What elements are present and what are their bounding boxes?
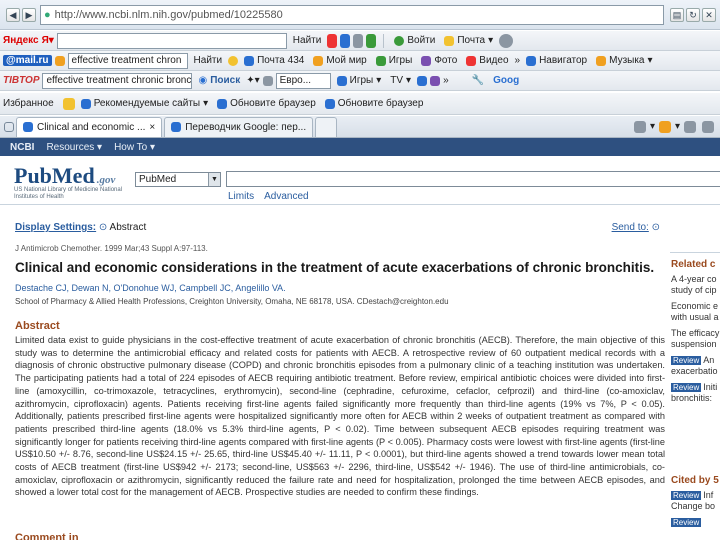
url-text: http://www.ncbi.nlm.nih.gov/pubmed/10225580 xyxy=(54,8,283,21)
advanced-link[interactable]: Advanced xyxy=(264,191,309,202)
mailru-video-button[interactable] xyxy=(463,55,511,66)
search-subnav xyxy=(228,191,309,202)
mailru-logo[interactable]: @mail.ru xyxy=(3,55,52,66)
dropdown-chevron-icon[interactable]: ▾ xyxy=(649,121,655,132)
tab-label: Clinical and economic ... xyxy=(37,121,146,133)
divider xyxy=(383,34,384,48)
mailru-navigator-button[interactable] xyxy=(523,55,590,66)
yandex-logo[interactable]: Яндекс xyxy=(3,35,39,46)
mail-label: Почта xyxy=(457,35,486,46)
author-list[interactable]: Destache CJ, Dewan N, O'Donohue WJ, Campbell JC, Angelillo VA. xyxy=(15,283,286,293)
yandex-menu-icon[interactable]: Я▾ xyxy=(41,35,54,46)
limits-link[interactable]: Limits xyxy=(228,191,255,202)
weather-label: Евро... xyxy=(279,75,312,86)
recommended-label: Рекомендуемые сайты xyxy=(93,98,201,109)
update-label-2: Обновите браузер xyxy=(337,98,424,109)
pubmed-logo[interactable] xyxy=(14,163,115,189)
cited-item[interactable] xyxy=(670,490,720,512)
back-icon[interactable]: ◀ xyxy=(6,8,20,22)
comment-icon[interactable] xyxy=(340,34,350,48)
related-item-text: An exacerbatio xyxy=(671,355,718,376)
notes-icon[interactable] xyxy=(430,76,440,86)
tibtop-toolbar xyxy=(0,71,720,91)
navigator-icon xyxy=(526,56,536,66)
world-label: Мой мир xyxy=(326,55,367,66)
star-icon[interactable]: ✦▾ xyxy=(246,75,260,86)
send-to[interactable] xyxy=(612,222,660,233)
rss-icon[interactable] xyxy=(659,121,671,133)
mailru-photo-button[interactable] xyxy=(418,55,460,66)
smiley-icon[interactable] xyxy=(228,56,238,66)
mailru-search-value: effective treatment chron xyxy=(71,55,182,66)
music-icon xyxy=(596,56,606,66)
tibtop-google-link[interactable]: Goog xyxy=(493,75,520,86)
mailru-mail-button[interactable] xyxy=(241,55,307,66)
address-input[interactable] xyxy=(40,5,664,25)
related-item[interactable] xyxy=(670,355,720,377)
stop-icon[interactable]: ✕ xyxy=(702,8,716,22)
cited-item-text: Inf Change bo xyxy=(671,490,716,511)
photo-label: Фото xyxy=(434,55,458,66)
tibtop-search-input[interactable] xyxy=(42,73,192,89)
more-chevron-icon[interactable]: » xyxy=(443,75,449,86)
recommended-icon xyxy=(81,99,91,109)
gear-icon[interactable] xyxy=(499,34,513,48)
review-badge: Review xyxy=(673,518,700,527)
howto-menu[interactable]: How To ▾ xyxy=(114,141,156,153)
tibtop-search-value: effective treatment chronic bronc xyxy=(46,75,192,86)
yandex-toolbar xyxy=(0,31,720,51)
mailru-music-button[interactable]: Музыка ▾ xyxy=(593,55,655,66)
tab-google-translate[interactable] xyxy=(164,117,313,137)
mailru-world-button[interactable] xyxy=(310,55,369,66)
chevron-down-icon: ⊙ xyxy=(98,222,108,233)
tibtop-search-button[interactable] xyxy=(195,75,243,86)
login-icon xyxy=(394,36,404,46)
chat-icon[interactable] xyxy=(417,76,427,86)
update-browser-link-1[interactable] xyxy=(214,98,319,109)
forward-icon[interactable]: ▶ xyxy=(22,8,36,22)
yandex-mail-button[interactable]: Почта ▾ xyxy=(441,35,496,46)
mailru-toolbar xyxy=(0,51,720,71)
tibtop-games-button[interactable]: Игры ▾ xyxy=(334,75,385,86)
more-chevron-icon[interactable]: » xyxy=(514,55,521,66)
related-item[interactable]: Economic e with usual a xyxy=(671,301,719,322)
tibtop-logo[interactable]: TIBTOP xyxy=(3,75,40,86)
logo-suffix: .gov xyxy=(96,174,116,186)
ie-icon xyxy=(217,99,227,109)
chevron-down-icon: ▼ xyxy=(208,173,220,186)
related-heading: Related c xyxy=(671,259,716,270)
yandex-search-input[interactable] xyxy=(57,33,287,49)
refresh-icon[interactable]: ↻ xyxy=(686,8,700,22)
settings-icon[interactable] xyxy=(366,34,376,48)
video-label: Видео xyxy=(479,55,509,66)
flag-icon[interactable] xyxy=(263,76,273,86)
favorites-bar xyxy=(0,93,720,115)
pubmed-search-input[interactable] xyxy=(226,171,720,187)
search-icon: ◉ xyxy=(198,75,208,86)
login-label: Войти xyxy=(407,35,436,46)
ncbi-header-bar xyxy=(0,138,720,156)
update-label-1: Обновите браузер xyxy=(230,98,316,109)
display-settings-bar xyxy=(15,222,660,233)
cited-heading: Cited by 5 xyxy=(671,475,719,486)
quick-tabs-icon[interactable] xyxy=(4,122,14,132)
mailru-find-button[interactable]: Найти xyxy=(193,55,223,66)
display-value: Abstract xyxy=(109,222,147,233)
mail-count: Почта 434 xyxy=(257,55,305,66)
tab-label: Переводчик Google: пер... xyxy=(185,121,307,133)
yandex-login-button[interactable] xyxy=(391,35,438,46)
review-badge: Review xyxy=(673,356,700,365)
pubmed-favicon-icon xyxy=(23,122,33,132)
yandex-find-button[interactable]: Найти xyxy=(292,35,322,46)
photo-icon xyxy=(421,56,431,66)
envelope-icon xyxy=(244,56,254,66)
update-browser-link-2[interactable] xyxy=(322,98,427,109)
abstract-heading: Abstract xyxy=(15,320,60,332)
recommended-sites-link[interactable]: Рекомендуемые сайты ▾ xyxy=(78,98,211,109)
related-item-text: Initi bronchitis: xyxy=(671,382,718,403)
comment-in-heading: Comment in xyxy=(15,532,79,540)
mailru-games-button[interactable] xyxy=(373,55,416,66)
mail-icon xyxy=(444,36,454,46)
database-select[interactable] xyxy=(135,172,221,187)
address-bar-row xyxy=(0,0,720,30)
related-item[interactable]: A 4-year co study of cip xyxy=(671,274,717,295)
related-item[interactable] xyxy=(670,382,720,404)
logo-text: PubMed xyxy=(14,163,95,188)
navigator-label: Навигатор xyxy=(539,55,588,66)
journal-citation[interactable]: J Antimicrob Chemother. 1999 Mar;43 Suppl A:97-113. xyxy=(15,244,208,253)
user-icon[interactable] xyxy=(353,34,363,48)
search-label: Поиск xyxy=(210,75,241,86)
tibtop-tv-button[interactable]: TV ▾ xyxy=(390,75,412,86)
games-label: Игры xyxy=(388,55,413,66)
howto-label: How To xyxy=(114,141,148,153)
favorites-button[interactable]: Избранное xyxy=(3,98,54,109)
world-icon xyxy=(313,56,323,66)
tv-label: TV xyxy=(390,75,404,86)
related-sidebar xyxy=(670,252,720,540)
new-tab-button[interactable] xyxy=(315,117,337,137)
tab-strip xyxy=(0,116,720,138)
tab-pubmed[interactable] xyxy=(16,117,162,137)
search-provider-icon[interactable] xyxy=(55,56,65,66)
cited-item[interactable] xyxy=(670,517,720,528)
mailru-search-input[interactable] xyxy=(68,53,188,69)
mail-icon[interactable] xyxy=(684,121,696,133)
review-badge: Review xyxy=(673,491,700,500)
database-value: PubMed xyxy=(139,174,177,185)
dropdown-chevron-icon[interactable]: ▾ xyxy=(674,121,680,132)
nlm-subtitle: US National Library of Medicine National Institutes of Health xyxy=(14,187,123,200)
home-icon[interactable] xyxy=(634,121,646,133)
ie-icon xyxy=(325,99,335,109)
spacer xyxy=(670,409,720,469)
display-settings[interactable] xyxy=(15,222,146,233)
games-label: Игры xyxy=(349,75,374,86)
related-item[interactable]: The efficacy suspension xyxy=(671,328,720,349)
resources-menu[interactable]: Resources ▾ xyxy=(46,141,103,153)
video-icon xyxy=(466,56,476,66)
review-badge: Review xyxy=(673,383,700,392)
abstract-text: Limited data exist to guide physicians in the cost-effective treatment of acute exacerbation of chronic bronchitis (AECB). Therefore, the main objective of this study was to determine the antimicrobial efficacy and related costs for patients with AECB. A retrospective review of 60 outpatient medical records with a diagnosis of chronic obstructive pulmonary disease (COPD) and chronic bronchitis episodes from a pulmonary clinic of a teaching institution was undertaken. The participating patients had a total of 224 episodes of AECB requiring antibiotic treatment. Before review, empirical antibiotic choices were divided into first-line (amoxycillin, co-trimoxazole, tetracyclines, erythromycin), second-line (cephradine, cefuroxime, cefaclor, cefprozil) and third-line (co-amoxiclav, azithromycin, ciprofloxacin) agents. Patients receiving first-line agents failed significantly more frequently than third-line agents (19% vs 7%, P < 0.05). Additionally, patients prescribed first-line agents were hospitalized significantly more often for AECB within 2 weeks of outpatient treatment as compared with patients prescribed third-line agents (18.0% vs 5.3% third-line agents, P < 0.02). Time between subsequent AECB episodes requiring treatment was significantly longer for patients receiving third-line agents compared with first-line agents (P < 0.005). Pharmacy costs were lowest with first-line agents (first-line US$10.50 +/- 8.76, second-line US$24.15 +/- 25.65, third-line US$45.40 +/- 11.11, P < 0.0001), but third-line agents showed a trend towards lower mean total costs of AECB treatment (first-line US$942 +/- 2173; second-line, US$563 +/- 2296, third-line, US$542 +/- 1946). The use of third-line antimicrobials, co-amoxiclav, ciprofloxacin or azithromycin, significantly reduced the failure rate and need for hospitalization, prolonged the time between AECB episodes, and showed a lower total cost for the management of AECB. Prospective studies are needed to confirm these findings. xyxy=(15,335,665,498)
print-icon[interactable] xyxy=(702,121,714,133)
resources-label: Resources xyxy=(46,141,95,153)
chevron-down-icon: ⊙ xyxy=(651,222,660,233)
compat-view-icon[interactable]: ▤ xyxy=(670,8,684,22)
music-label: Музыка xyxy=(609,55,645,66)
add-favorite-icon[interactable] xyxy=(63,98,75,110)
wrench-icon[interactable]: 🔧 xyxy=(471,75,485,86)
weather-widget[interactable] xyxy=(276,73,331,89)
globe-icon: ● xyxy=(44,8,51,21)
display-settings-label: Display Settings: xyxy=(15,222,97,233)
google-favicon-icon xyxy=(171,122,181,132)
close-icon[interactable]: × xyxy=(149,121,156,133)
games-icon xyxy=(376,56,386,66)
send-to-label: Send to: xyxy=(611,222,649,233)
joystick-icon xyxy=(337,76,347,86)
bookmark-icon[interactable] xyxy=(327,34,337,48)
affiliation: School of Pharmacy & Allied Health Professions, Creighton University, Omaha, NE 68178, USA. CDestach@creighton.edu xyxy=(15,297,449,306)
article-title: Clinical and economic considerations in the treatment of acute exacerbations of chronic bronchitis. xyxy=(15,260,655,275)
ncbi-logo[interactable]: NCBI xyxy=(10,141,35,153)
